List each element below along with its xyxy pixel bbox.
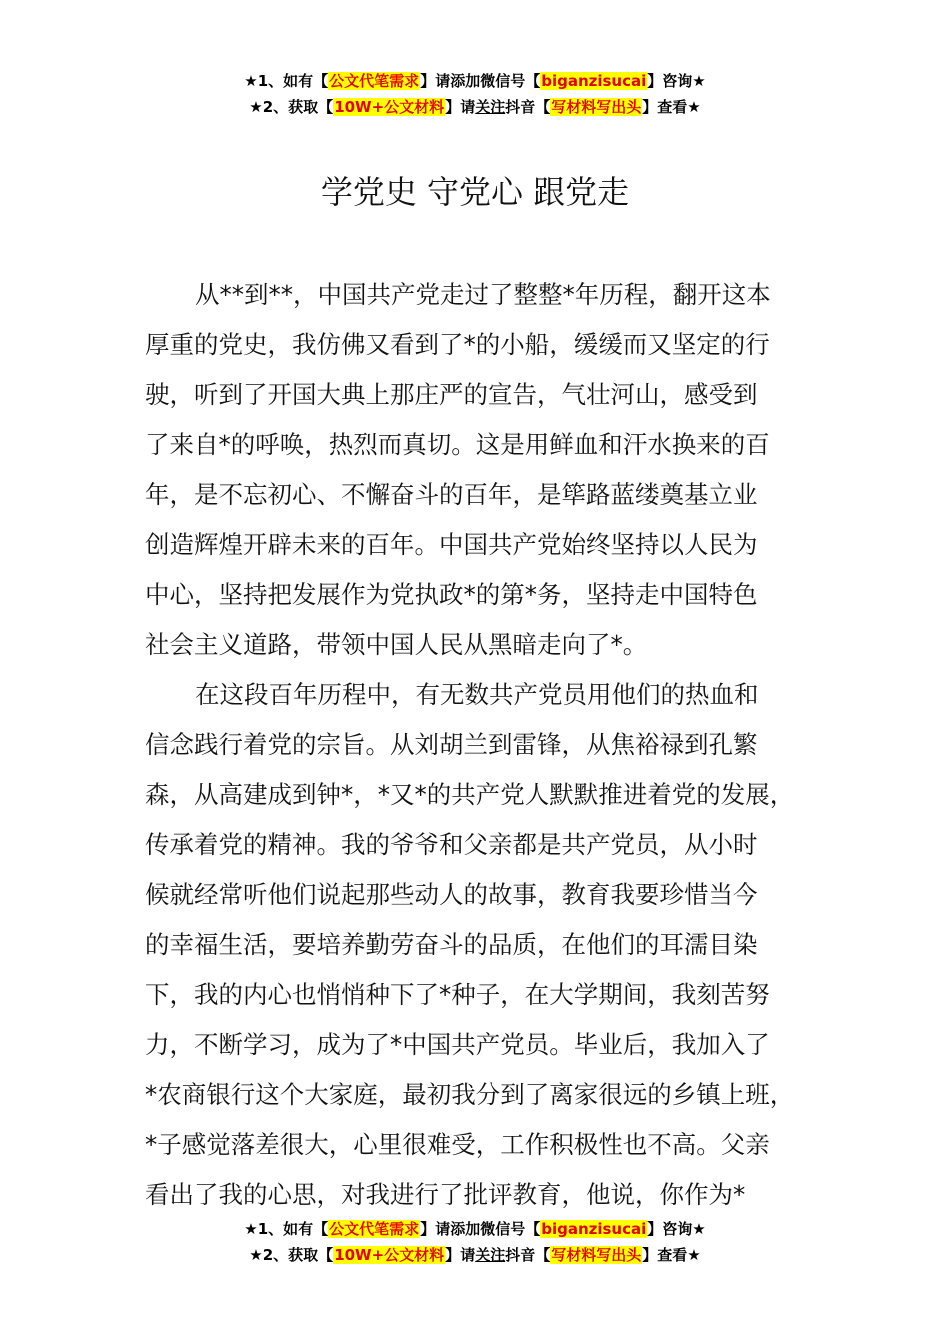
banner-text: ★1、如有【	[244, 72, 329, 90]
page-title: 学党史 守党心 跟党走	[320, 173, 630, 211]
banner-text: 】请添加微信号【	[420, 72, 541, 90]
paragraph-line: *农商银行这个大家庭，最初我分到了离家很远的乡镇上班，	[145, 1080, 795, 1109]
paragraph-line: 从**到**，中国共产党走过了整整*年历程，翻开这本	[195, 280, 771, 309]
banner-highlight: biganzisucai	[541, 72, 647, 90]
paragraph-line: 看出了我的心思，对我进行了批评教育，他说，你作为*	[145, 1180, 746, 1209]
document-body	[145, 270, 835, 1220]
banner-line-1	[0, 68, 950, 94]
header-banner	[0, 68, 950, 120]
banner-line-1	[0, 1216, 950, 1242]
paragraph-line: 信念践行着党的宗旨。从刘胡兰到雷锋，从焦裕禄到孔繁	[145, 730, 758, 759]
paragraph-line: 社会主义道路，带领中国人民从黑暗走向了*。	[145, 630, 648, 659]
banner-text: ★2、获取【	[249, 98, 334, 116]
paragraph-line: 创造辉煌开辟未来的百年。中国共产党始终坚持以人民为	[145, 530, 758, 559]
banner-text: ★2、获取【	[249, 1246, 334, 1264]
paragraph-line: 的幸福生活，要培养勤劳奋斗的品质，在他们的耳濡目染	[145, 930, 758, 959]
banner-line-2	[0, 94, 950, 120]
footer-banner	[0, 1216, 950, 1268]
paragraph-line: 驶，听到了开国大典上那庄严的宣告，气壮河山，感受到	[145, 380, 758, 409]
banner-highlight: 公文代笔需求	[329, 1220, 420, 1238]
banner-text: ★1、如有【	[244, 1220, 329, 1238]
banner-highlight: 写材料写出头	[551, 1246, 642, 1264]
banner-line-2	[0, 1242, 950, 1268]
banner-text: 】咨询★	[647, 1220, 706, 1238]
paragraph-line: 厚重的党史，我仿佛又看到了*的小船，缓缓而又坚定的行	[145, 330, 770, 359]
banner-text: 】请	[445, 1246, 476, 1264]
banner-highlight: 公文代笔需求	[329, 72, 420, 90]
banner-text: 抖音【	[505, 98, 551, 116]
banner-text: 抖音【	[505, 1246, 551, 1264]
paragraph-line: 下，我的内心也悄悄种下了*种子，在大学期间，我刻苦努	[145, 980, 770, 1009]
paragraph-line: 中心，坚持把发展作为党执政*的第*务，坚持走中国特色	[145, 580, 758, 609]
banner-highlight: 写材料写出头	[551, 98, 642, 116]
banner-underlined: 关注	[475, 1246, 506, 1264]
banner-text: 】查看★	[642, 1246, 701, 1264]
paragraph-line: 候就经常听他们说起那些动人的故事，教育我要珍惜当今	[145, 880, 758, 909]
paragraph-line: 在这段百年历程中，有无数共产党员用他们的热血和	[195, 680, 759, 709]
banner-text: 】请	[445, 98, 476, 116]
banner-highlight: 10W+公文材料	[334, 98, 445, 116]
banner-text: 】查看★	[642, 98, 701, 116]
banner-text: 】咨询★	[647, 72, 706, 90]
paragraph-line: *子感觉落差很大，心里很难受，工作积极性也不高。父亲	[145, 1130, 770, 1159]
banner-highlight: 10W+公文材料	[334, 1246, 445, 1264]
banner-highlight: biganzisucai	[541, 1220, 647, 1238]
paragraph-line: 力，不断学习，成为了*中国共产党员。毕业后，我加入了	[145, 1030, 770, 1059]
banner-underlined: 关注	[475, 98, 506, 116]
paragraph-line: 年，是不忘初心、不懈奋斗的百年，是筚路蓝缕奠基立业	[145, 480, 758, 509]
paragraph-line: 传承着党的精神。我的爷爷和父亲都是共产党员，从小时	[145, 830, 758, 859]
paragraph-line: 了来自*的呼唤，热烈而真切。这是用鲜血和汗水换来的百	[145, 430, 770, 459]
paragraph-line: 森，从高建成到钟*，*又*的共产党人默默推进着党的发展，	[145, 780, 795, 809]
banner-text: 】请添加微信号【	[420, 1220, 541, 1238]
